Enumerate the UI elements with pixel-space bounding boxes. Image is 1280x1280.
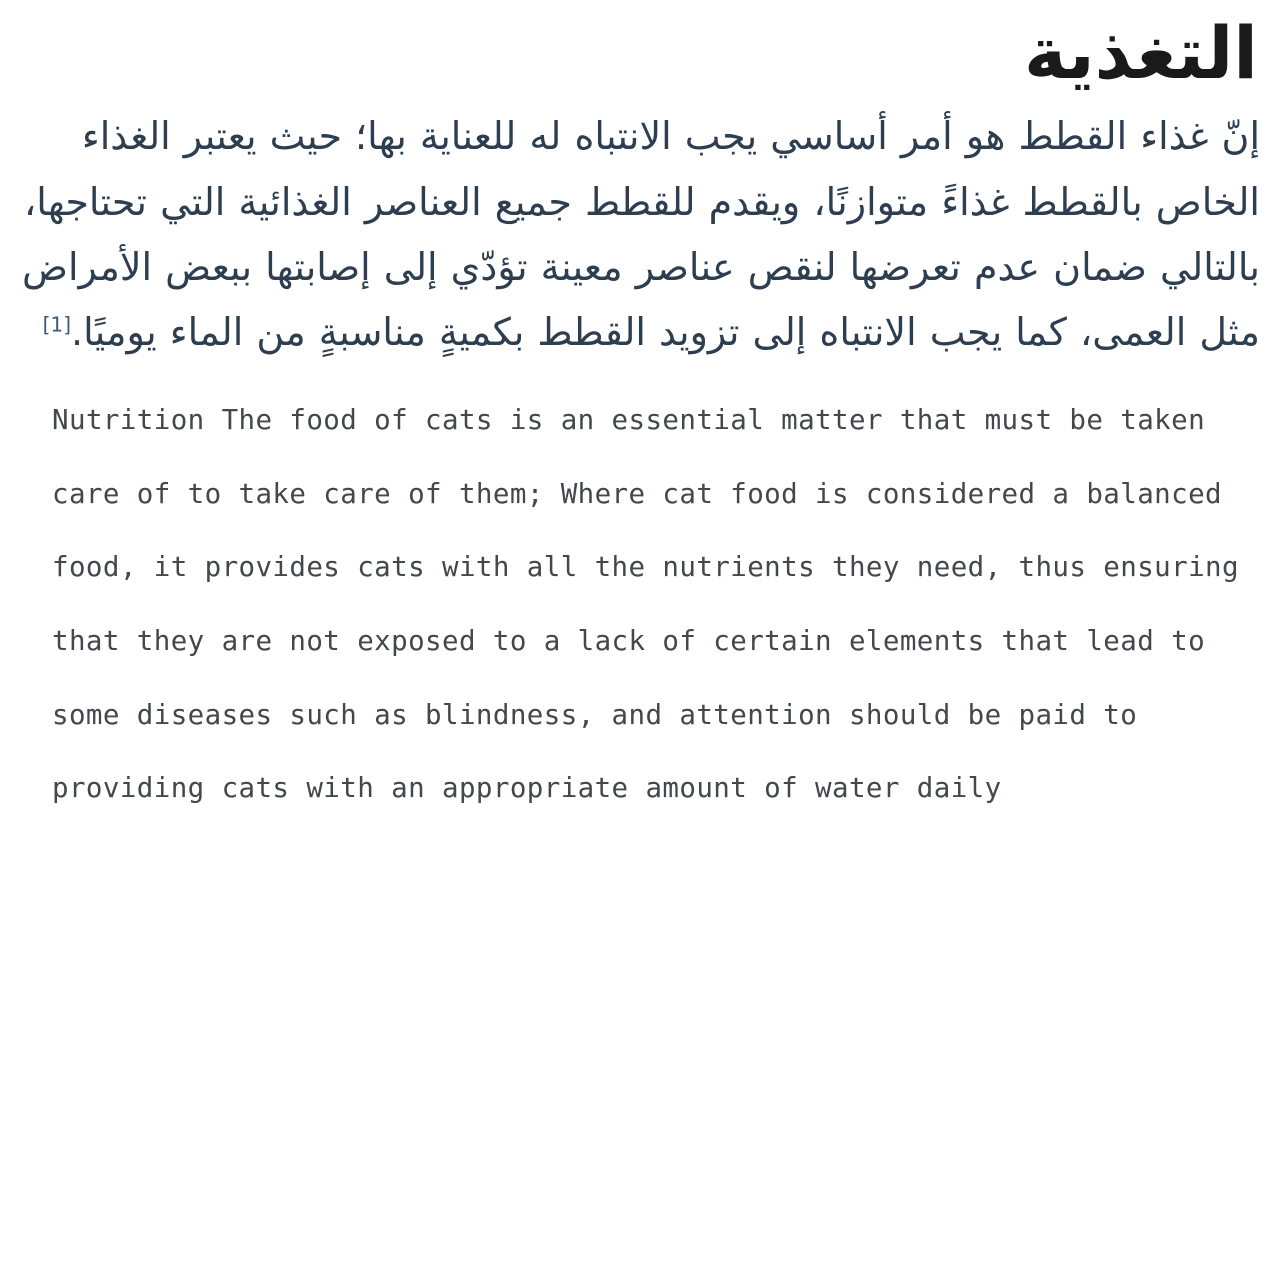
arabic-paragraph-text: إنّ غذاء القطط هو أمر أساسي يجب الانتباه له للعناية بها؛ حيث يعتبر الغذاء الخاص بالقطط غذاءً متوازنًا، ويقدم للقطط جميع العناصر الغذائية التي تحتاجها، بالتالي ضمان عدم تعرضها لنقص عناصر معينة تؤدّي إلى إصابتها ببعض الأمراض مثل العمى، كما يجب الانتباه إلى تزويد القطط بكميةٍ مناسبةٍ من الماء يوميًا.	[22, 114, 1260, 355]
page-title: التغذية	[1023, 11, 1258, 95]
arabic-paragraph	[20, 104, 1260, 365]
reference-marker[interactable]: [1]	[42, 312, 71, 337]
translation-paragraph: Nutrition The food of cats is an essential matter that must be taken care of to take care of them; Where cat food is considered a balanced food, it provides cats with all the nutrients they need, thus ensuring that they are not exposed to a lack of certain elements that lead to some diseases such as blindness, and attention should be paid to providing cats with an appropriate amount of water daily	[52, 403, 1239, 805]
